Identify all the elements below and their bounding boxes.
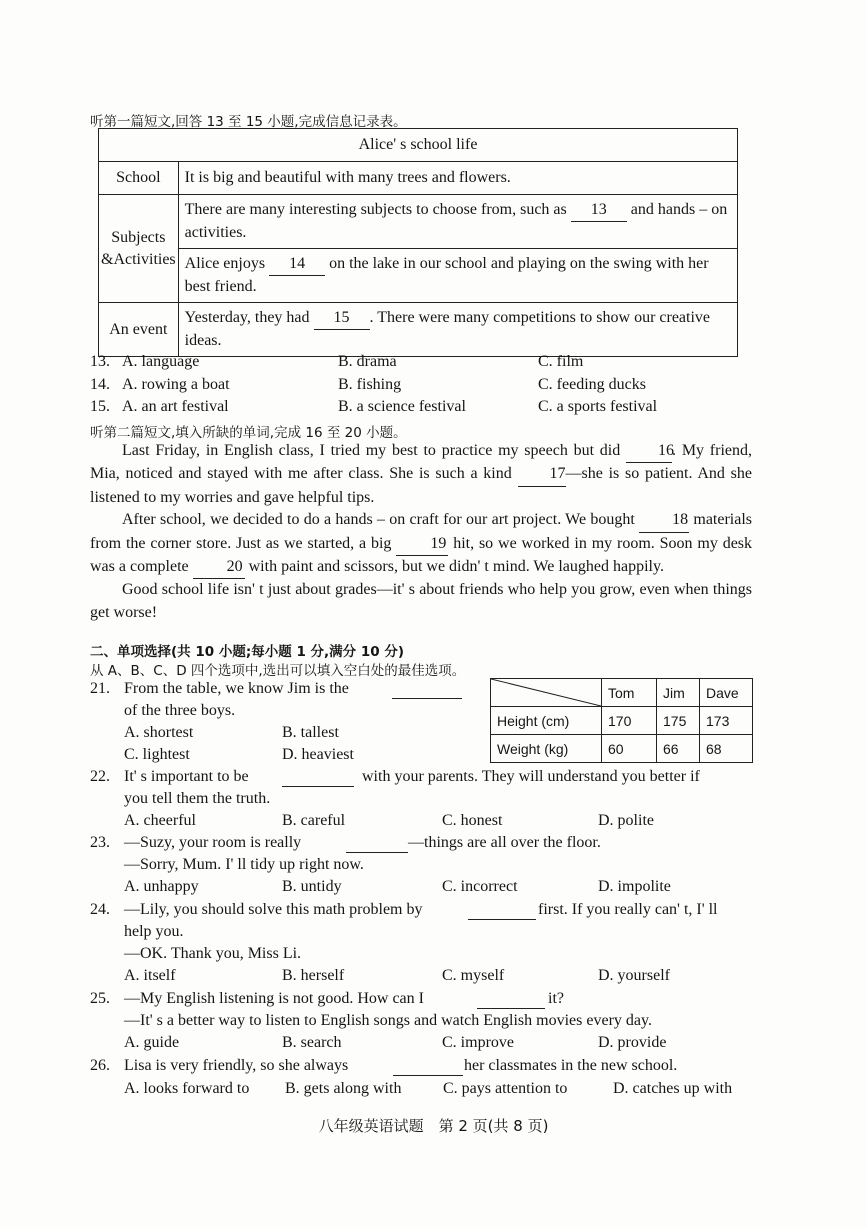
q25-stem-b: it? xyxy=(548,990,564,1007)
table-row xyxy=(99,162,738,195)
q23-option-d[interactable]: D. impolite xyxy=(598,878,671,895)
table-cell: 68 xyxy=(700,735,753,763)
text: Yesterday, they had xyxy=(184,309,310,326)
q24-blank xyxy=(468,919,536,920)
subjects-text xyxy=(178,195,737,249)
q15-option-c[interactable]: C. a sports festival xyxy=(538,398,658,415)
q24-stem-line3: —OK. Thank you, Miss Li. xyxy=(124,945,302,962)
col-header-tom: Tom xyxy=(602,679,657,707)
table-row xyxy=(99,249,738,303)
blank-20: 20 xyxy=(193,556,245,579)
q26-option-d[interactable]: D. catches up with xyxy=(613,1080,733,1097)
col-header-jim: Jim xyxy=(657,679,700,707)
q25-option-c[interactable]: C. improve xyxy=(442,1034,514,1051)
table-cell: 173 xyxy=(700,707,753,735)
q14-option-a[interactable]: A. rowing a boat xyxy=(122,376,230,393)
q15-number: 15. xyxy=(90,398,110,415)
table-row xyxy=(491,679,753,707)
q21-stem-line2: of the three boys. xyxy=(124,702,236,719)
q21-number: 21. xyxy=(90,680,110,697)
text: There are many interesting subjects to choose from, such as xyxy=(184,201,567,218)
q14-option-c[interactable]: C. feeding ducks xyxy=(538,376,646,393)
q22-stem-a: It' s important to be xyxy=(124,768,249,785)
subjects-label xyxy=(99,195,179,303)
table-title: Alice' s school life xyxy=(99,129,738,162)
table-cell: 170 xyxy=(602,707,657,735)
activities-text xyxy=(178,249,737,303)
q25-stem-a: —My English listening is not good. How can I xyxy=(124,990,424,1007)
q22-stem-b: with your parents. They will understand you better if xyxy=(362,768,700,785)
q26-number: 26. xyxy=(90,1057,110,1074)
q21-option-b[interactable]: B. tallest xyxy=(282,724,339,741)
q22-option-b[interactable]: B. careful xyxy=(282,812,346,829)
q14-option-b[interactable]: B. fishing xyxy=(338,376,402,393)
q23-blank xyxy=(346,852,408,853)
passage-paragraph-1 xyxy=(90,440,752,509)
q14-number: 14. xyxy=(90,376,110,393)
q24-option-d[interactable]: D. yourself xyxy=(598,967,670,984)
q13-option-a[interactable]: A. language xyxy=(122,353,200,370)
q24-option-a[interactable]: A. itself xyxy=(124,967,176,984)
text: . There were many competitions to show our creative ideas. xyxy=(184,309,711,349)
subjects-label-line2: &Activities xyxy=(101,250,176,268)
q13-number: 13. xyxy=(90,353,110,370)
table-row xyxy=(491,735,753,763)
info-record-table xyxy=(98,128,738,357)
school-text: It is big and beautiful with many trees and flowers. xyxy=(178,162,737,195)
q21-option-d[interactable]: D. heaviest xyxy=(282,746,354,763)
text: on the lake in our school and playing on the swing with her best friend. xyxy=(184,255,709,295)
q21-option-c[interactable]: C. lightest xyxy=(124,746,190,763)
boys-stats-table xyxy=(490,678,753,763)
q23-option-a[interactable]: A. unhappy xyxy=(124,878,199,895)
page-footer: 八年级英语试题 第 2 页(共 8 页) xyxy=(318,1117,549,1135)
q22-number: 22. xyxy=(90,768,110,785)
q13-option-c[interactable]: C. film xyxy=(538,353,584,370)
text: hit, so we worked in my room. Soon my desk was a complete xyxy=(90,534,753,576)
section2-instruction: 从 A、B、C、D 四个选项中,选出可以填入空白处的最佳选项。 xyxy=(90,663,466,679)
table-row xyxy=(491,707,753,735)
q22-option-c[interactable]: C. honest xyxy=(442,812,503,829)
q24-stem-line2: help you. xyxy=(124,923,184,940)
q22-stem-line2: you tell them the truth. xyxy=(124,790,271,807)
q25-option-b[interactable]: B. search xyxy=(282,1034,342,1051)
passage-paragraph-2 xyxy=(90,509,752,579)
table-cell: 60 xyxy=(602,735,657,763)
q22-option-a[interactable]: A. cheerful xyxy=(124,812,196,829)
row-label-height: Height (cm) xyxy=(491,707,602,735)
q24-option-c[interactable]: C. myself xyxy=(442,967,505,984)
text: After school, we decided to do a hands – on craft for our art project. We bought xyxy=(122,511,635,529)
text: with paint and scissors, but we didn' t mind. We laughed happily. xyxy=(248,558,664,576)
q25-blank xyxy=(477,1008,545,1009)
blank-16: 16 xyxy=(626,440,672,463)
blank-19: 19 xyxy=(396,533,448,556)
part2-instruction: 听第二篇短文,填入所缺的单词,完成 16 至 20 小题。 xyxy=(90,425,407,441)
text: and hands – on activities. xyxy=(184,201,728,241)
q25-option-d[interactable]: D. provide xyxy=(598,1034,667,1051)
part1-instruction: 听第一篇短文,回答 13 至 15 小题,完成信息记录表。 xyxy=(90,114,407,130)
q26-stem-b: her classmates in the new school. xyxy=(464,1057,678,1074)
section2-title: 二、单项选择(共 10 小题;每小题 1 分,满分 10 分) xyxy=(90,644,405,660)
q23-stem-a: —Suzy, your room is really xyxy=(124,834,302,851)
q26-stem-a: Lisa is very friendly, so she always xyxy=(124,1057,349,1074)
passage-paragraph-3: Good school life isn' t just about grades—it' s about friends who help you grow, even when things get worse! xyxy=(90,581,752,621)
q24-stem-b: first. If you really can' t, I' ll xyxy=(538,901,718,918)
blank-18: 18 xyxy=(639,509,689,532)
school-label: School xyxy=(99,162,179,195)
row-label-weight: Weight (kg) xyxy=(491,735,602,763)
subjects-label-line1: Subjects xyxy=(111,228,166,246)
q25-number: 25. xyxy=(90,990,110,1007)
table-row xyxy=(99,129,738,162)
table-cell: 175 xyxy=(657,707,700,735)
diagonal-line xyxy=(491,679,601,706)
text: —she is so patient. And she listened to my worries and gave helpful tips. xyxy=(90,465,752,506)
q23-option-b[interactable]: B. untidy xyxy=(282,878,342,895)
table-row xyxy=(99,303,738,357)
q15-option-b[interactable]: B. a science festival xyxy=(338,398,466,415)
passage xyxy=(90,440,752,624)
table-row xyxy=(99,195,738,249)
q23-option-c[interactable]: C. incorrect xyxy=(442,878,518,895)
q15-option-a[interactable]: A. an art festival xyxy=(122,398,229,415)
q21-stem: From the table, we know Jim is the xyxy=(124,680,349,697)
q26-option-c[interactable]: C. pays attention to xyxy=(443,1080,568,1097)
q23-number: 23. xyxy=(90,834,110,851)
q13-option-b[interactable]: B. drama xyxy=(338,353,397,370)
q25-stem-line2: —It' s a better way to listen to English songs and watch English movies every day. xyxy=(124,1012,652,1029)
event-label: An event xyxy=(99,303,179,357)
q22-option-d[interactable]: D. polite xyxy=(598,812,654,829)
text: Alice enjoys xyxy=(184,255,266,272)
text: materials from the corner store. Just as we started, a big xyxy=(90,511,753,552)
q23-stem-line2: —Sorry, Mum. I' ll tidy up right now. xyxy=(124,856,364,873)
blank-15: 15 xyxy=(314,307,370,330)
q21-blank xyxy=(392,698,462,699)
q24-number: 24. xyxy=(90,901,110,918)
q24-stem-a: —Lily, you should solve this math problem by xyxy=(124,901,423,918)
q26-option-a[interactable]: A. looks forward to xyxy=(124,1080,250,1097)
q24-option-b[interactable]: B. herself xyxy=(282,967,345,984)
q26-option-b[interactable]: B. gets along with xyxy=(285,1080,402,1097)
blank-17: 17 xyxy=(518,463,566,486)
blank-13: 13 xyxy=(571,199,627,222)
event-text xyxy=(178,303,737,357)
q25-option-a[interactable]: A. guide xyxy=(124,1034,180,1051)
q22-blank xyxy=(282,786,354,787)
blank-14: 14 xyxy=(269,253,325,276)
q23-stem-b: —things are all over the floor. xyxy=(408,834,601,851)
diagonal-header-cell xyxy=(491,679,602,707)
table-cell: 66 xyxy=(657,735,700,763)
col-header-dave: Dave xyxy=(700,679,753,707)
q21-option-a[interactable]: A. shortest xyxy=(124,724,194,741)
q26-blank xyxy=(393,1075,463,1076)
text: Last Friday, in English class, I tried my best to practice my speech but did xyxy=(122,442,621,459)
text: . My friend, Mia, noticed and stayed with me after class. She is such a kind xyxy=(90,442,753,483)
